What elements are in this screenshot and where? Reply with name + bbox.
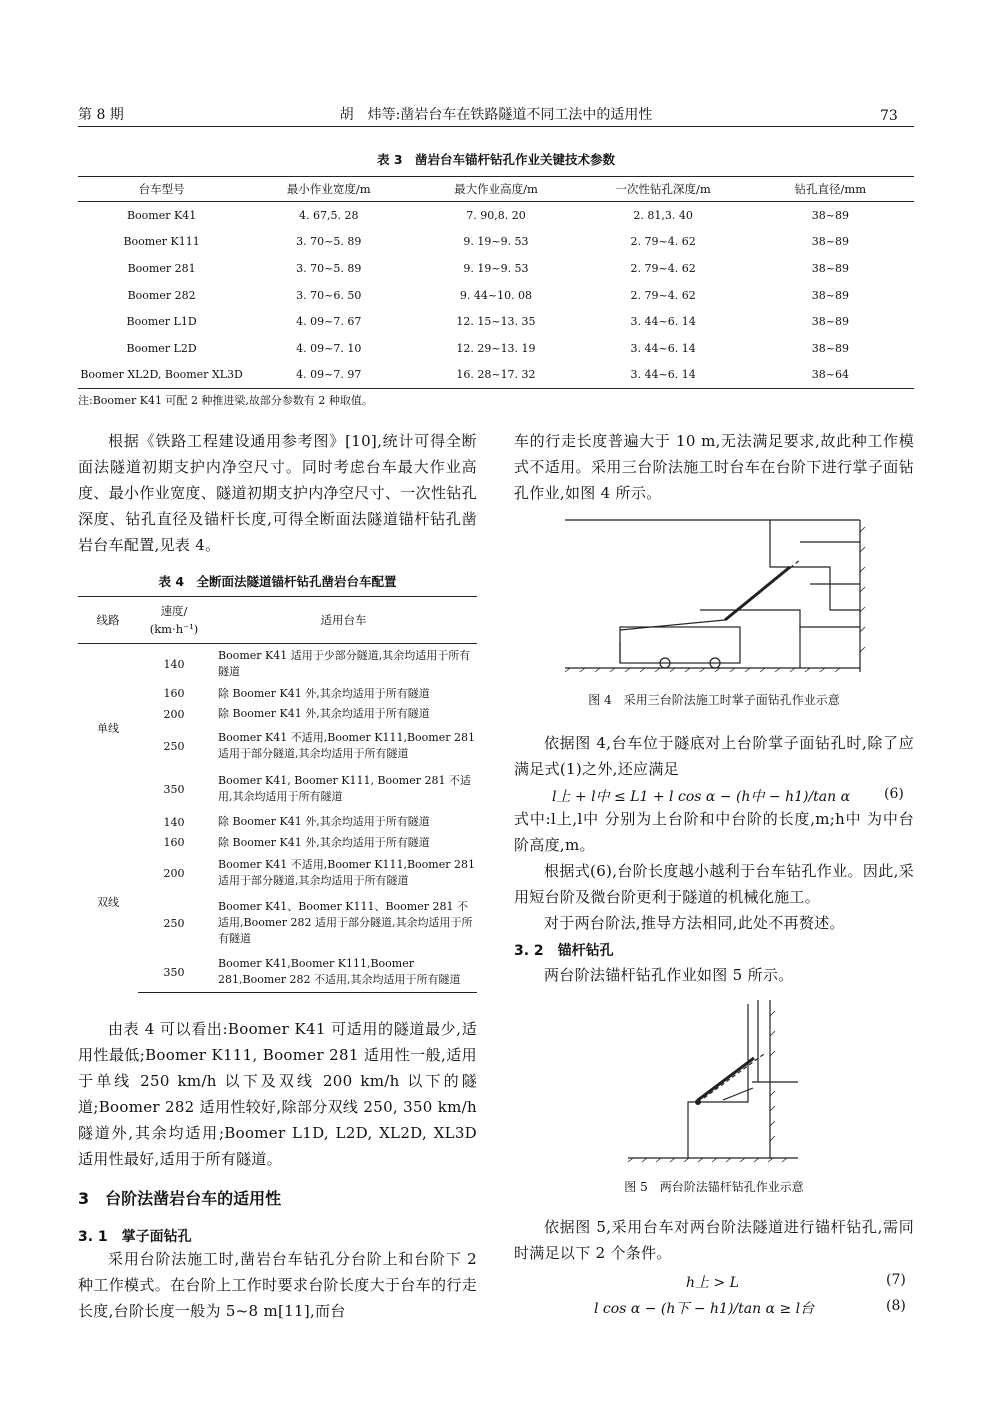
equation-8: l cos α − (h下 − h1)/tan α ≥ l台 (594, 1301, 815, 1317)
figure-4-caption: 图 4 采用三台阶法施工时掌子面钻孔作业示意 (588, 693, 840, 707)
table-cell: Boomer L2D (126, 341, 197, 355)
table3-note: 注:Boomer K41 可配 2 种推进梁,故部分参数有 2 种取值。 (78, 394, 373, 407)
table-cell: 3. 70~6. 50 (296, 288, 362, 302)
table-cell: 3. 70~5. 89 (296, 261, 362, 275)
table3-header: 钻孔直径/mm (747, 177, 914, 202)
running-title: 胡 炜等:凿岩台车在铁路隧道不同工法中的适用性 (339, 107, 653, 123)
table3-header: 最大作业高度/m (412, 177, 579, 202)
table-cell: 38~89 (811, 261, 849, 275)
apply-cell: 除 Boomer K41 外,其余均适用于所有隧道 (218, 707, 430, 720)
apply-cell: Boomer K41、Boomer K111、Boomer 281 不适用,Boomer 282 适用于部分隧道,其余均适用于所有隧道 (218, 900, 473, 945)
section-3-1-heading: 3. 1 掌子面钻孔 (78, 1229, 192, 1245)
table-cell: 2. 79~4. 62 (630, 288, 696, 302)
apply-cell: 除 Boomer K41 外,其余均适用于所有隧道 (218, 686, 430, 700)
issue-number: 第 8 期 (78, 107, 124, 123)
table-cell: 38~89 (811, 341, 849, 355)
table-cell: 12. 29~13. 19 (456, 341, 536, 355)
left-paragraph-3: 采用台阶法施工时,凿岩台车钻孔分台阶上和台阶下 2 种工作模式。在台阶上工作时要求台阶长度大于台车的行走长度,台阶长度一般为 5~8 m[11],而台 (78, 1250, 477, 1320)
table-row (78, 767, 477, 811)
apply-cell: Boomer K41,Boomer K111,Boomer 281,Boomer 282 不适用,其余均适用于所有隧道 (210, 952, 477, 993)
table3-header: 一次性钻孔深度/m (580, 177, 747, 202)
figure-5-caption: 图 5 两台阶法锚杆钻孔作业示意 (624, 1180, 804, 1194)
table-cell: 38~89 (811, 315, 849, 329)
table-row (78, 684, 477, 703)
equation-6-number: (6) (884, 786, 904, 802)
table-row (78, 644, 477, 685)
table-cell: 3. 70~5. 89 (296, 235, 362, 249)
table-row (78, 811, 477, 833)
table-row (78, 833, 477, 852)
figure-4 (560, 512, 870, 678)
table-row (78, 952, 477, 993)
table-cell: 9. 19~9. 53 (463, 261, 529, 275)
section-3-heading: 3 台阶法凿岩台车的适用性 (78, 1189, 282, 1208)
equation-8-number: (8) (886, 1298, 906, 1314)
speed-cell: 140 (163, 657, 185, 671)
speed-cell: 250 (163, 916, 185, 930)
table-cell: 16. 28~17. 32 (412, 362, 579, 389)
table4-header-speed-label: 速度/ (160, 604, 188, 618)
page-number: 73 (880, 108, 898, 124)
section-3-2-heading: 3. 2 锚杆钻孔 (514, 943, 614, 959)
table3 (78, 176, 914, 389)
table-cell: 38~89 (811, 235, 849, 249)
table-cell: 7. 90,8. 20 (466, 208, 526, 222)
table-row (78, 335, 914, 362)
table-cell: 12. 15~13. 35 (456, 315, 536, 329)
table4-header-apply: 适用台车 (210, 597, 477, 644)
table-row (78, 255, 914, 282)
right-paragraph-3: 式中:l上,l中 分别为上台阶和中台阶的长度,m;h中 为中台阶高度,m。 (514, 810, 914, 854)
table-cell: 2. 79~4. 62 (630, 261, 696, 275)
table-cell: 38~89 (811, 288, 849, 302)
table-row (78, 703, 477, 725)
speed-cell: 160 (163, 836, 185, 849)
table-cell: 2. 81,3. 40 (633, 208, 693, 222)
table-cell: 3. 44~6. 14 (580, 362, 747, 389)
equation-6: l上 + l中 ≤ L1 + l cos α − (h中 − h1)/tan α (552, 789, 851, 805)
line-type-cell: 单线 (97, 721, 119, 735)
figure-5 (628, 996, 808, 1164)
table-cell: Boomer L1D (126, 315, 197, 329)
right-paragraph-7: 依据图 5,采用台车对两台阶法隧道进行锚杆钻孔,需同时满足以下 2 个条件。 (514, 1218, 914, 1262)
table-cell: Boomer 282 (127, 288, 196, 302)
table-cell: 4. 67,5. 28 (299, 208, 359, 222)
apply-cell: Boomer K41 适用于少部分隧道,其余均适用于所有隧道 (218, 649, 471, 678)
right-paragraph-4: 根据式(6),台阶长度越小越利于台车钻孔作业。因此,采用短台阶及微台阶更利于隧道的机械化施工。 (514, 862, 914, 906)
table3-header: 最小作业宽度/m (245, 177, 412, 202)
apply-cell: Boomer K41 不适用,Boomer K111,Boomer 281 适用于部分隧道,其余均适用于所有隧道 (218, 858, 475, 887)
table-row (78, 852, 477, 894)
apply-cell: Boomer K41 不适用,Boomer K111,Boomer 281 适用于部分隧道,其余均适用于所有隧道 (218, 731, 475, 760)
speed-cell: 200 (163, 707, 185, 721)
speed-cell: 250 (163, 739, 185, 753)
equation-7-number: (7) (886, 1272, 906, 1288)
table-cell: 3. 44~6. 14 (630, 341, 696, 355)
table4-caption: 表 4 全断面法隧道锚杆钻孔凿岩台车配置 (158, 574, 397, 589)
speed-cell: 350 (163, 782, 185, 796)
speed-cell: 160 (163, 687, 185, 700)
speed-cell: 140 (163, 815, 185, 829)
left-paragraph-1: 根据《铁路工程建设通用参考图》[10],统计可得全断面法隧道初期支护内净空尺寸。同时考虑台车最大作业高度、最小作业宽度、隧道初期支护内净空尺寸、一次性钻孔深度、钻孔直径及锚杆长度,可得全断面法隧道锚杆钻孔凿岩台车配置,见表 4。 (78, 432, 477, 554)
table-row (78, 362, 914, 389)
table-row (78, 282, 914, 309)
apply-cell: Boomer K41, Boomer K111, Boomer 281 不适用,其余均适用于所有隧道 (218, 774, 471, 803)
right-paragraph-5: 对于两台阶法,推导方法相同,此处不再赘述。 (544, 914, 845, 932)
table-row (78, 894, 477, 952)
right-paragraph-6: 两台阶法锚杆钻孔作业如图 5 所示。 (544, 966, 794, 984)
table-cell: 38~89 (811, 208, 849, 222)
table-cell: Boomer 281 (127, 261, 196, 275)
table-cell: 4. 09~7. 97 (245, 362, 412, 389)
right-paragraph-1: 车的行走长度普遍大于 10 m,无法满足要求,故此种工作模式不适用。采用三台阶法施工时台车在台阶下进行掌子面钻孔作业,如图 4 所示。 (514, 432, 914, 502)
left-paragraph-2: 由表 4 可以看出:Boomer K41 可适用的隧道最少,适用性最低;Boomer K111, Boomer 281 适用性一般,适用于单线 250 km/h 以下及双线 200 km/h 以下的隧道;Boomer 282 适用性较好,除部分双线 250, 350 km/h 隧道外,其余均适用;Boomer L1D, L2D, XL2D, XL3D 适用性最好,适用于所有隧道。 (78, 1020, 477, 1168)
table-cell: 4. 09~7. 10 (296, 341, 362, 355)
speed-cell: 350 (138, 952, 210, 993)
apply-cell: 除 Boomer K41 外,其余均适用于所有隧道 (218, 835, 430, 849)
header-rule (78, 126, 914, 127)
right-paragraph-2: 依据图 4,台车位于隧底对上台阶掌子面钻孔时,除了应满足式(1)之外,还应满足 (514, 734, 914, 778)
table-cell: 2. 79~4. 62 (630, 235, 696, 249)
speed-cell: 200 (163, 866, 185, 880)
table3-header: 台车型号 (78, 177, 245, 202)
table-cell: 4. 09~7. 67 (296, 315, 362, 329)
table-cell: 38~64 (747, 362, 914, 389)
table-cell: Boomer K41 (126, 208, 197, 222)
table3-caption: 表 3 凿岩台车锚杆钻孔作业关键技术参数 (376, 152, 616, 167)
table-row (78, 229, 914, 256)
table-cell: 9. 19~9. 53 (463, 235, 529, 249)
table-row (78, 202, 914, 229)
table-cell: Boomer XL2D, Boomer XL3D (78, 362, 245, 389)
equation-7: h上 > L (686, 1275, 739, 1291)
table-row (78, 725, 477, 767)
table-cell: 9. 44~10. 08 (459, 288, 533, 302)
table4-header-speed-unit: (km·h⁻¹) (149, 622, 199, 636)
table-cell: Boomer K111 (123, 235, 200, 249)
table4-header-line: 线路 (78, 597, 138, 644)
apply-cell: 除 Boomer K41 外,其余均适用于所有隧道 (218, 815, 430, 828)
table4 (78, 596, 477, 993)
table-cell: 3. 44~6. 14 (630, 315, 696, 329)
table4-header-speed (138, 597, 210, 644)
line-type-cell: 双线 (97, 895, 119, 909)
table-row (78, 308, 914, 335)
